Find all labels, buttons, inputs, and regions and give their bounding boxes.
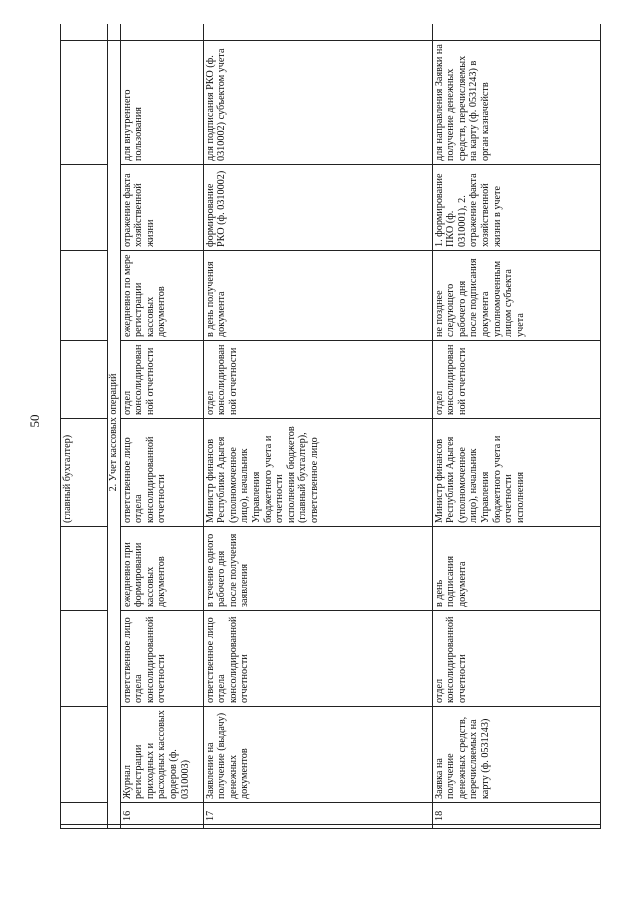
purpose-cell: для направления Заявки на получение денежных средств, перечисляемых на карту (ф. 0531243) в орган казначейств	[432, 41, 600, 165]
action-cell: 1. формирование ПКО (ф. 0310001), 2. отражение факта хозяйственной жизни в учете	[432, 165, 600, 251]
continuation-cell: (главный бухгалтер)	[61, 419, 108, 527]
creator-cell: ответственное лицо отдела консолидированной отчетности	[203, 611, 432, 707]
signer-cell: Министр финансов Республики Адыгея (уполномоченное лицо), начальник Управления бюджетного учета и отчетности исполнения бюджетов (главный бухгалтер), ответственное лицо	[203, 419, 432, 527]
creation-time-cell: в течение одного рабочего дня после получения заявления	[203, 527, 432, 611]
action-cell: отражение факта хозяйственной жизни	[120, 165, 203, 251]
signer-cell: ответственное лицо отдела консолидированной отчетности	[120, 419, 203, 527]
row-number: 18	[432, 803, 600, 825]
action-cell: формирование РКО (ф. 0310002)	[203, 165, 432, 251]
transfer-time-cell: не позднее следующего рабочего дня после подписания документа уполномоченным лицом субъекта учета	[432, 251, 600, 341]
page-number: 50	[27, 414, 42, 428]
transfer-time-cell: в день получения документа	[203, 251, 432, 341]
creation-time-cell: в день подписания документа	[432, 527, 600, 611]
register-table	[60, 24, 601, 829]
document-name-cell: Журнал регистрации приходных и расходных кассовых ордеров (ф. 0310003)	[120, 707, 203, 803]
document-name-cell: Заявление на получение (выдачу) денежных документов	[203, 707, 432, 803]
purpose-cell: для внутреннего пользования	[120, 41, 203, 165]
signer-cell: Министр финансов Республики Адыгея (уполномоченное лицо), начальник Управления бюджетного учета и отчетности исполнения	[432, 419, 600, 527]
document-table-area	[60, 24, 612, 829]
recipient-cell: отдел консолидированной отчетности	[120, 341, 203, 419]
creator-cell: отдел консолидированной отчетности	[432, 611, 600, 707]
document-name-cell: Заявка на получение денежных средств, перечисляемых на карту (ф. 0531243)	[432, 707, 600, 803]
table-row	[203, 24, 432, 829]
section-title: 2. Учет кассовых операций	[108, 41, 121, 825]
section-row	[108, 24, 121, 829]
row-number: 16	[120, 803, 203, 825]
row-number: 17	[203, 803, 432, 825]
creation-time-cell: ежедневно при формировании кассовых документов	[120, 527, 203, 611]
purpose-cell: для подписания РКО (ф. 0310002) субъектом учета	[203, 41, 432, 165]
recipient-cell: отдел консолидированной отчетности	[432, 341, 600, 419]
continuation-row	[61, 24, 108, 829]
table-row	[120, 24, 203, 829]
recipient-cell: отдел консолидированной отчетности	[203, 341, 432, 419]
transfer-time-cell: ежедневно по мере регистрации кассовых документов	[120, 251, 203, 341]
creator-cell: ответственное лицо отдела консолидированной отчетности	[120, 611, 203, 707]
table-row	[432, 24, 600, 829]
